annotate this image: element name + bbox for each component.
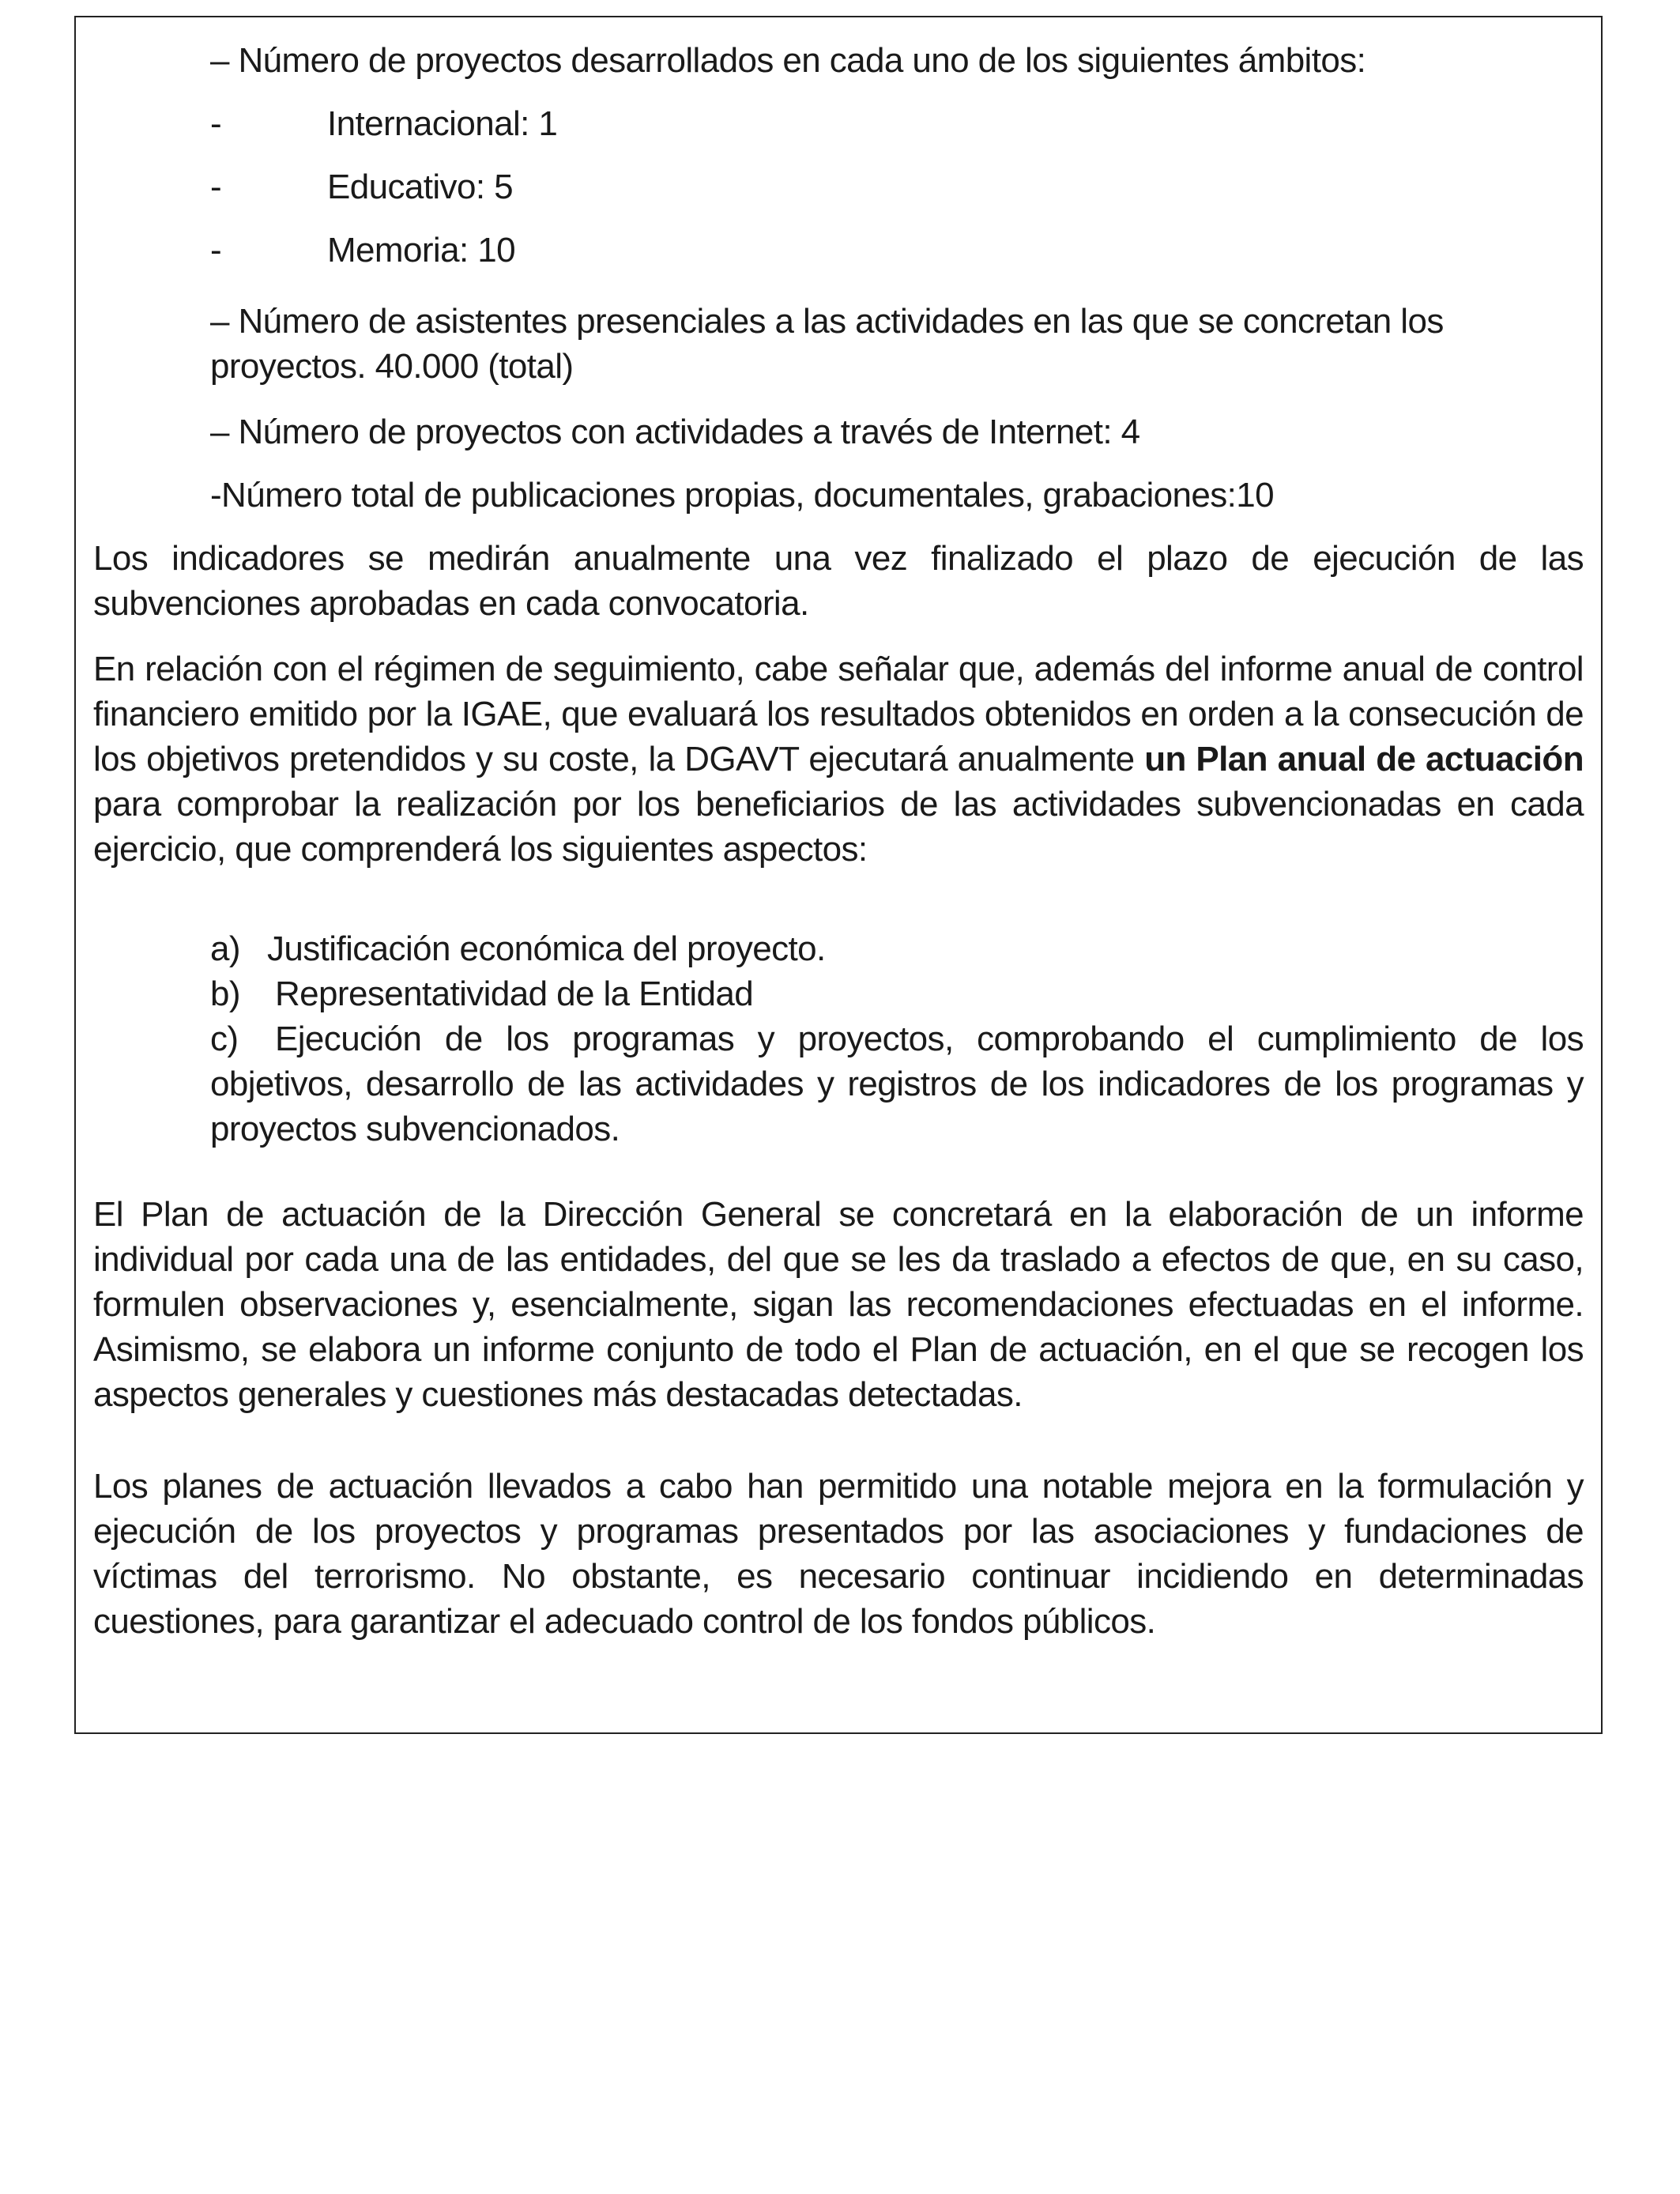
- scope-dash: -: [210, 104, 222, 143]
- plan-general-paragraph: El Plan de actuación de la Dirección General se concretará en la elaboración de un informe individual por cada una de las entidades, del que se les da traslado a efectos de que, en su caso, formulen observaciones y, esencialmente, sigan las recomendaciones efectuadas en el informe. Asimismo, se elabora un informe conjunto de todo el Plan de actuación, en el que se recogen los aspectos generales y cuestiones más destacadas detectadas.: [93, 1195, 1584, 1414]
- aspect-item: [210, 926, 1584, 971]
- measurement-paragraph: Los indicadores se medirán anualmente una vez finalizado el plazo de ejecución de las subvenciones aprobadas en cada convocatoria.: [93, 539, 1584, 623]
- monitoring-text-end: para comprobar la realización por los beneficiarios de las actividades subvencionadas en cada ejercicio, que comprenderá los siguientes aspectos:: [93, 785, 1584, 869]
- aspect-text: Justificación económica del proyecto.: [267, 929, 826, 968]
- monitoring-paragraph: [93, 647, 1584, 872]
- aspects-list: [210, 926, 1584, 1152]
- aspect-marker: b): [210, 974, 240, 1013]
- projects-by-scope-title: – Número de proyectos desarrollados en cada uno de los siguientes ámbitos:: [210, 41, 1366, 80]
- scope-text: Internacional: 1: [327, 104, 558, 143]
- scope-text: Educativo: 5: [327, 168, 513, 206]
- scope-item: [210, 228, 1584, 273]
- aspect-text: Ejecución de los programas y proyectos, comprobando el cumplimiento de los objetivos, desarrollo de las actividades y registros de los indicadores de los programas y proyectos subvencionados.: [210, 1020, 1584, 1148]
- scope-dash: -: [210, 168, 222, 206]
- aspect-marker: a): [210, 929, 240, 968]
- monitoring-text-start: En relación con el régimen de seguimiento, cabe señalar que, además del informe anual de control financiero emitido por la IGAE, que evaluará los resultados obtenidos en orden a la consecución de los objetivos pretendidos y su coste, la DGAVT ejecutará anualmente: [93, 650, 1584, 778]
- plan-anual-highlight: un Plan anual de actuación: [1144, 740, 1584, 778]
- aspect-text: Representatividad de la Entidad: [275, 974, 754, 1013]
- scope-item: [210, 101, 1584, 146]
- document-content: [93, 17, 1584, 1732]
- internet-projects-indicator: – Número de proyectos con actividades a través de Internet: 4: [210, 413, 1140, 451]
- publications-indicator: -Número total de publicaciones propias, documentales, grabaciones:10: [210, 476, 1275, 515]
- aspect-marker: c): [210, 1020, 239, 1058]
- scope-text: Memoria: 10: [327, 231, 515, 270]
- scope-dash: -: [210, 231, 222, 270]
- aspect-item: [210, 1016, 1584, 1152]
- document-frame: [74, 16, 1603, 1734]
- aspect-item: [210, 971, 1584, 1016]
- scope-item: [210, 164, 1584, 209]
- conclusion-paragraph: Los planes de actuación llevados a cabo han permitido una notable mejora en la formulación y ejecución de los proyectos y programas presentados por las asociaciones y fundaciones de víctimas del terrorismo. No obstante, es necesario continuar incidiendo en determinadas cuestiones, para garantizar el adecuado control de los fondos públicos.: [93, 1467, 1584, 1641]
- attendees-indicator: – Número de asistentes presenciales a las actividades en las que se concretan los proyectos. 40.000 (total): [210, 302, 1444, 386]
